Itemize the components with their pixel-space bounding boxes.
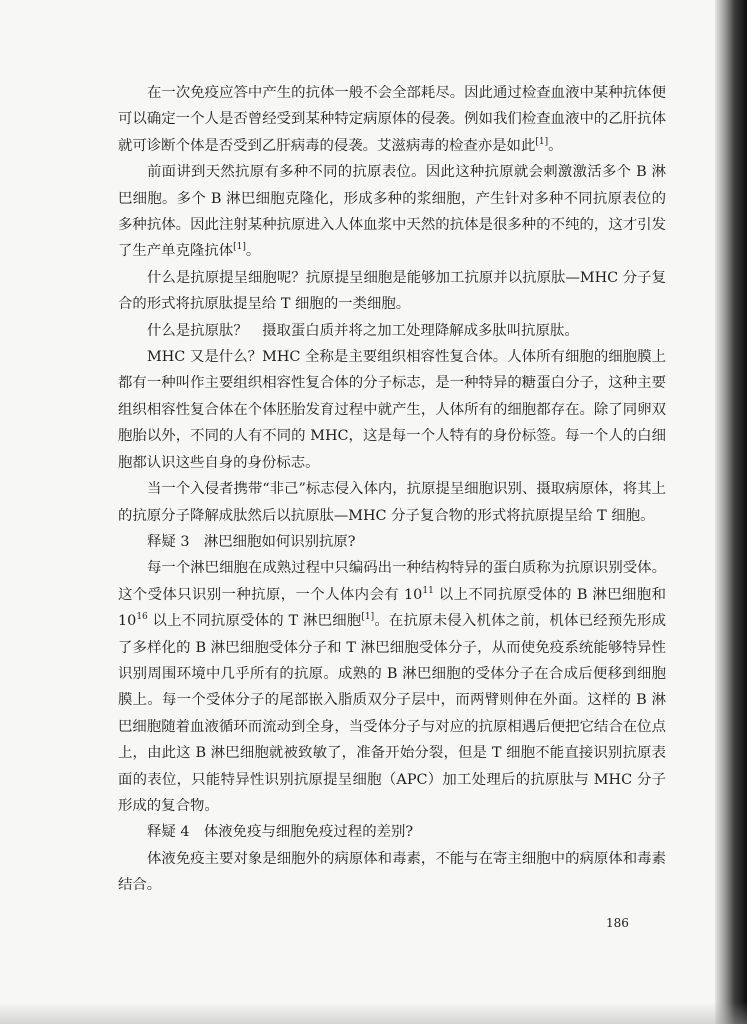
text-run: 什么是抗原肽？ 摄取蛋白质并将之加工处理降解成多肽叫抗原肽。	[147, 322, 579, 339]
paragraph	[118, 476, 666, 529]
paragraph	[118, 318, 666, 344]
text-run: 以上不同抗原受体的 B 淋巴细胞和 10	[118, 586, 666, 630]
text-run: MHC 又是什么？MHC 全称是主要组织相容性复合体。人体所有细胞的细胞膜上都有一种叫作主要组织相容性复合体的分子标志，是一种特异的糖蛋白分子，这种主要组织相容性复合体在个体胚胎发育过程中就产生，人体所有的细胞都存在。除了同卵双胞胎以外，不同的人有不同的 MHC，这是每一个人特有的身份标签。每一个人的白细胞都认识这些自身的身份标志。	[118, 349, 666, 471]
text-run: 以上不同抗原受体的 T 淋巴细胞	[147, 613, 362, 630]
text-run: 释疑 4 体液免疫与细胞免疫过程的差别?	[147, 824, 414, 841]
exponent: 11	[422, 585, 434, 596]
text-run: 释疑 3 淋巴细胞如何识别抗原?	[147, 533, 356, 550]
citation-marker: [1]	[233, 242, 246, 253]
citation-marker: [1]	[361, 612, 375, 623]
text-run: 。	[548, 137, 563, 154]
paragraph	[118, 846, 666, 899]
text-run: 在一次免疫应答中产生的抗体一般不会全部耗尽。因此通过检查血液中某种抗体便可以确定一个人是否曾经受到某种特定病原体的侵袭。例如我们检查血液中的乙肝抗体就可诊断个体是否受到乙肝病毒的侵袭。艾滋病毒的检查亦是如此	[118, 85, 666, 154]
text-run: 什么是抗原提呈细胞呢？抗原提呈细胞是能够加工抗原并以抗原肽—MHC 分子复合的形式将抗原肽提呈给 T 细胞的一类细胞。	[118, 269, 666, 313]
paragraph	[118, 344, 666, 476]
text-run: 体液免疫主要对象是细胞外的病原体和毒素，不能与在寄主细胞中的病原体和毒素结合。	[118, 850, 666, 894]
body-text	[118, 80, 666, 899]
text-run: 。在抗原未侵入机体之前，机体已经预先形成了多样化的 B 淋巴细胞受体分子和 T 淋巴细胞受体分子，从而使免疫系统能够特异性识别周围环境中几乎所有的抗原。成熟的 B 淋巴细胞的受体分子在合成后便移到细胞膜上。每一个受体分子的尾部嵌入脂质双分子层中，而两臂则伸在外面。这样的 B 淋巴细胞随着血液循环而流动到全身，当受体分子与对应的抗原相遇后便把它结合在位点上，由此这 B 淋巴细胞就被致敏了，准备开始分裂，但是 T 细胞不能直接识别抗原表面的表位，只能特异性识别抗原提呈细胞（APC）加工处理后的抗原肽与 MHC 分子形成的复合物。	[118, 613, 666, 814]
citation-marker: [1]	[535, 137, 549, 148]
paragraph	[118, 265, 666, 318]
page-bottom-shade	[0, 1002, 747, 1024]
text-run: 。	[245, 243, 261, 260]
paragraph	[118, 80, 666, 159]
exponent: 16	[136, 612, 148, 623]
page-binding-shadow	[715, 0, 747, 1024]
text-run: 每一个淋巴细胞在成熟过程中只编码出一种结构特异的蛋白质称为抗原识别受体。这个受体只识别一种抗原，一个人体内会有 10	[118, 560, 666, 603]
text-run: 前面讲到天然抗原有多种不同的抗原表位。因此这种抗原就会刺激激活多个 B 淋巴细胞。多个 B 淋巴细胞克隆化，形成多种的浆细胞，产生针对多种不同抗原表位的多种抗体。因此注射某种抗原进入人体血浆中天然的抗体是很多种的不纯的，这才引发了生产单克隆抗体	[118, 164, 666, 260]
page-number: 186	[606, 916, 629, 930]
paragraph	[118, 819, 666, 845]
paragraph	[118, 159, 666, 265]
paragraph	[118, 555, 666, 819]
text-run: 当一个入侵者携带“非己”标志侵入体内，抗原提呈细胞识别、摄取病原体，将其上的抗原分子降解成肽然后以抗原肽—MHC 分子复合物的形式将抗原提呈给 T 细胞。	[118, 481, 666, 524]
paragraph	[118, 529, 666, 555]
